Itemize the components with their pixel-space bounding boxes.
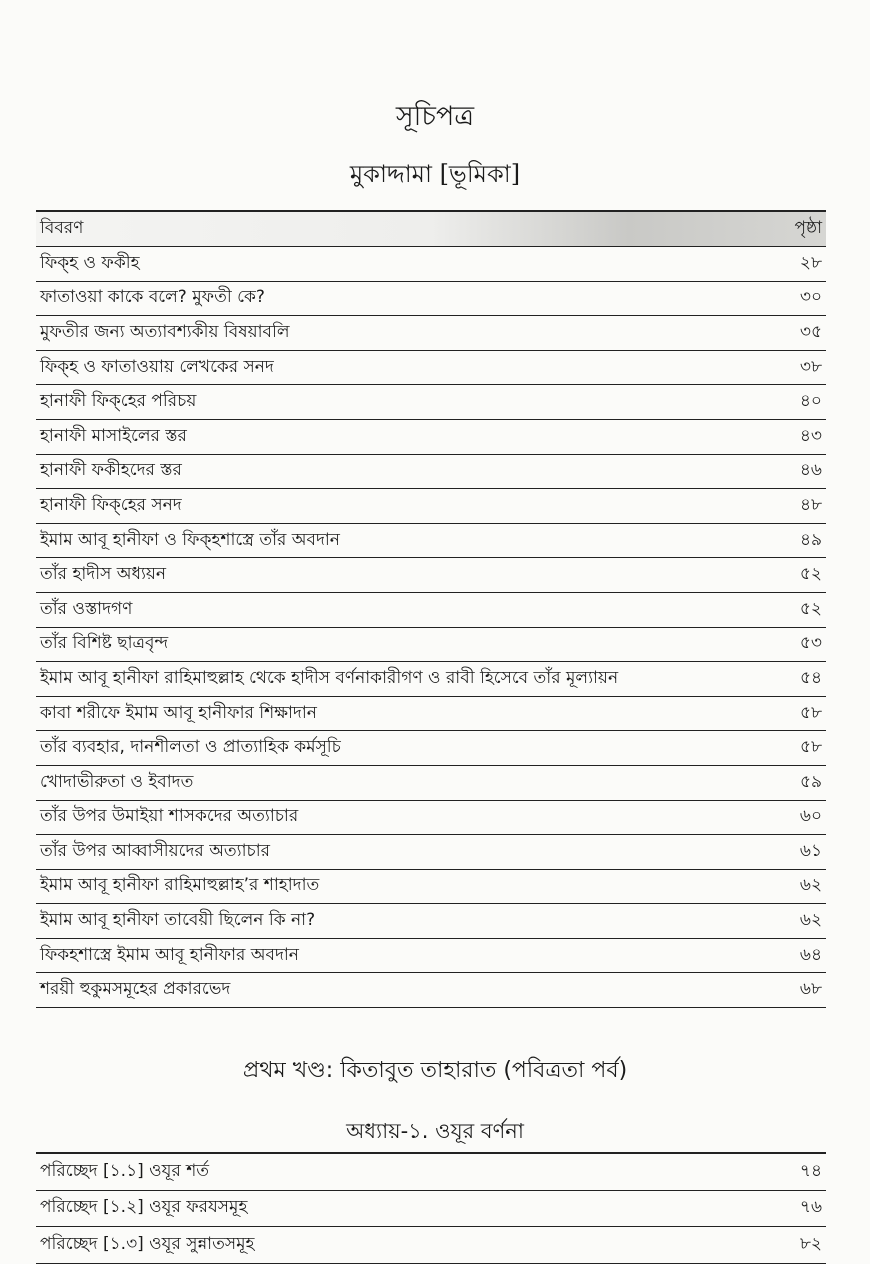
entries-list — [36, 247, 826, 1008]
entry-page-number: ৬০ — [799, 806, 822, 827]
toc-entry-row — [36, 524, 826, 559]
toc-entry-row — [36, 558, 826, 593]
chapter-contents-table — [36, 1152, 826, 1264]
toc-entry-row — [36, 1154, 826, 1191]
entry-text: তাঁর হাদীস অধ্যয়ন — [40, 564, 167, 585]
entry-page-number: ৭৬ — [799, 1197, 822, 1218]
toc-entry-row — [36, 455, 826, 490]
entry-text: তাঁর ব্যবহার, দানশীলতা ও প্রাত্যাহিক কর্মসূচি — [40, 737, 341, 758]
entry-text: তাঁর বিশিষ্ট ছাত্রবৃন্দ — [40, 633, 169, 654]
entry-text: কাবা শরীফে ইমাম আবূ হানীফার শিক্ষাদান — [40, 702, 317, 723]
entry-page-number: ৬৪ — [799, 944, 822, 965]
entry-page-number: ৩০ — [799, 287, 822, 308]
table-header — [36, 212, 826, 247]
entry-page-number: ৪৬ — [799, 460, 822, 481]
chapter-entries-list — [36, 1154, 826, 1264]
toc-entry-row — [36, 351, 826, 386]
entry-page-number: ৪০ — [799, 391, 822, 412]
toc-entry-row — [36, 973, 826, 1008]
toc-entry-row — [36, 731, 826, 766]
entry-page-number: ৫২ — [799, 564, 822, 585]
entry-text: ইমাম আবূ হানীফা রাহিমাহুল্লাহ থেকে হাদীস বর্ণনাকারীগণ ও রাবী হিসেবে তাঁর মূল্যায়ন — [40, 667, 619, 688]
entry-page-number: ৫৪ — [799, 667, 822, 688]
toc-entry-row — [36, 870, 826, 905]
toc-entry-row — [36, 835, 826, 870]
contents-table — [36, 210, 826, 1008]
part-title: প্রথম খণ্ড: কিতাবুত তাহারাত (পবিত্রতা পর্ব) — [242, 1058, 628, 1083]
toc-entry-row — [36, 628, 826, 663]
entry-page-number: ৬১ — [799, 840, 822, 861]
entry-text: ফাতাওয়া কাকে বলে? মুফতী কে? — [40, 287, 265, 308]
entry-text: ইমাম আবূ হানীফা ও ফিক্‌হশাস্ত্রে তাঁর অবদান — [40, 529, 340, 550]
toc-entry-row — [36, 766, 826, 801]
entry-page-number: ৫৩ — [799, 633, 822, 654]
entry-page-number: ৬২ — [799, 910, 822, 931]
entry-text: হানাফী ফকীহদের স্তর — [40, 460, 182, 481]
entry-text: পরিচ্ছেদ [১.২] ওযূর ফরযসমূহ — [40, 1197, 248, 1218]
entry-page-number: ৫২ — [799, 598, 822, 619]
entry-text: ফিক্‌হ ও ফাতাওয়ায় লেখকের সনদ — [40, 356, 274, 377]
entry-text: তাঁর উপর উমাইয়া শাসকদের অত্যাচার — [40, 806, 299, 827]
entry-text: পরিচ্ছেদ [১.১] ওযূর শর্ত — [40, 1160, 210, 1181]
page-title: সূচিপত্র — [395, 101, 475, 132]
entry-text: খোদাভীরুতা ও ইবাদত — [40, 771, 194, 792]
toc-entry-row — [36, 316, 826, 351]
entry-page-number: ৬২ — [799, 875, 822, 896]
toc-entry-row — [36, 489, 826, 524]
entry-text: হানাফী ফিক্‌হের সনদ — [40, 494, 182, 515]
entry-page-number: ৬৮ — [799, 979, 822, 1000]
toc-entry-row — [36, 593, 826, 628]
entry-text: হানাফী ফিক্‌হের পরিচয় — [40, 391, 197, 412]
entry-page-number: ৪৯ — [799, 529, 822, 550]
entry-page-number: ৫৯ — [799, 771, 822, 792]
chapter-title: অধ্যায়-১. ওযূর বর্ণনা — [346, 1119, 524, 1143]
entry-text: হানাফী মাসাইলের স্তর — [40, 425, 187, 446]
entry-text: তাঁর উপর আব্বাসীয়দের অত্যাচার — [40, 840, 270, 861]
toc-entry-row — [36, 662, 826, 697]
toc-entry-row — [36, 247, 826, 282]
toc-entry-row — [36, 1227, 826, 1264]
entry-text: ইমাম আবূ হানীফা রাহিমাহুল্লাহ’র শাহাদাত — [40, 875, 320, 896]
entry-page-number: ৫৮ — [799, 737, 822, 758]
toc-entry-row — [36, 282, 826, 317]
entry-text: ফিক্‌হ ও ফকীহ — [40, 252, 140, 273]
entry-page-number: ৩৫ — [799, 321, 822, 342]
entry-page-number: ৩৮ — [799, 356, 822, 377]
toc-entry-row — [36, 1191, 826, 1228]
entry-page-number: ৮২ — [799, 1233, 822, 1254]
entry-page-number: ৫৮ — [799, 702, 822, 723]
entry-page-number: ৪৮ — [799, 494, 822, 515]
header-description: বিবরণ — [40, 218, 84, 238]
entry-page-number: ২৮ — [799, 252, 822, 273]
entry-text: তাঁর ওস্তাদগণ — [40, 598, 133, 619]
toc-entry-row — [36, 697, 826, 732]
header-page: পৃষ্ঠা — [794, 218, 822, 238]
entry-page-number: ৭৪ — [799, 1160, 822, 1181]
toc-entry-row — [36, 939, 826, 974]
entry-text: ফিকহশাস্ত্রে ইমাম আবূ হানীফার অবদান — [40, 944, 299, 965]
entry-text: শরয়ী হুকুমসমূহের প্রকারভেদ — [40, 979, 231, 1000]
toc-entry-row — [36, 420, 826, 455]
entry-page-number: ৪৩ — [799, 425, 822, 446]
entry-text: ইমাম আবূ হানীফা তাবেয়ী ছিলেন কি না? — [40, 910, 316, 931]
toc-entry-row — [36, 801, 826, 836]
entry-text: পরিচ্ছেদ [১.৩] ওযূর সুন্নাতসমূহ — [40, 1233, 255, 1254]
toc-entry-row — [36, 904, 826, 939]
entry-text: মুফতীর জন্য অত্যাবশ্যকীয় বিষয়াবলি — [40, 321, 290, 342]
section-title: মুকাদ্দামা [ভূমিকা] — [349, 160, 521, 188]
toc-entry-row — [36, 385, 826, 420]
